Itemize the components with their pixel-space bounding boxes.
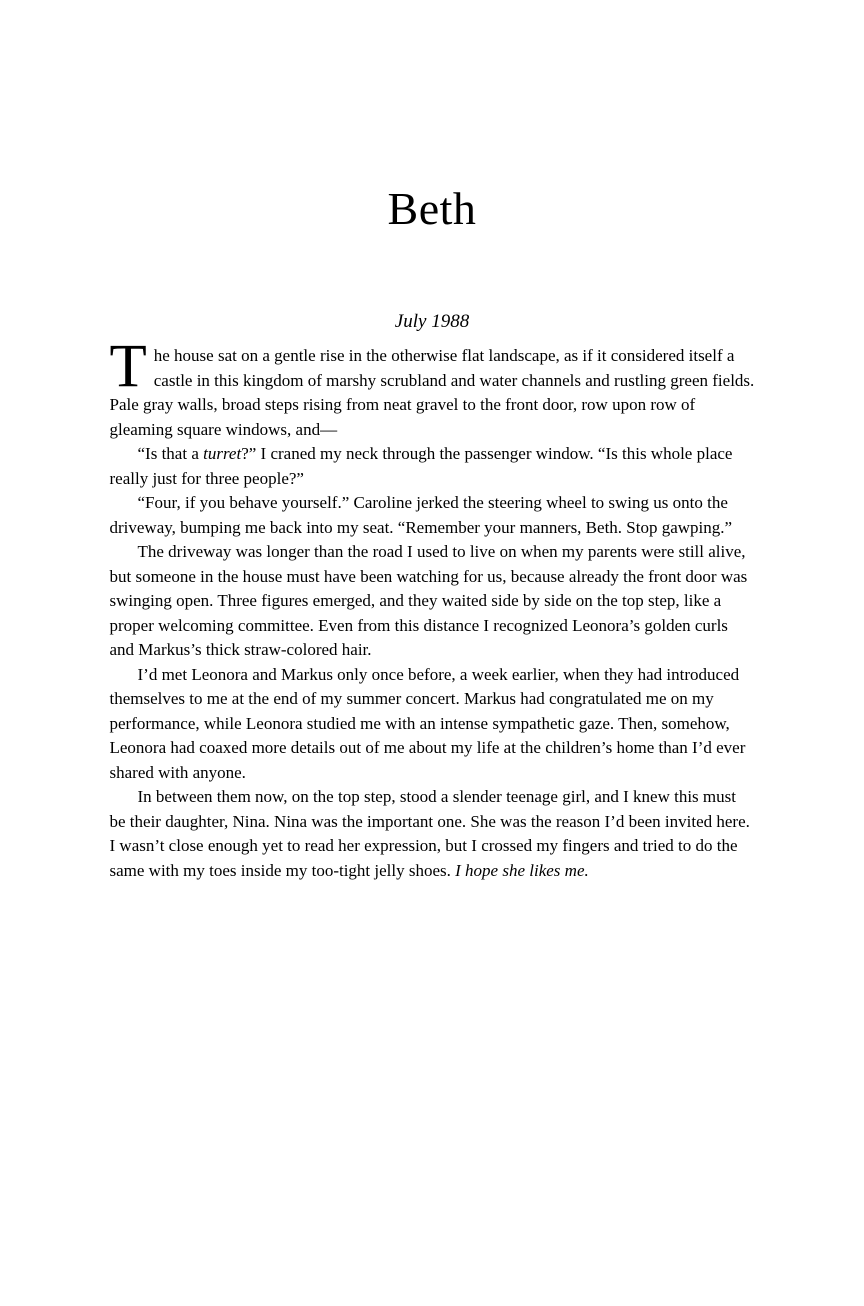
italic-text-run: I hope she likes me. bbox=[455, 860, 589, 880]
text-run: I’d met Leonora and Markus only once before, a week earlier, when they had introduced themselves to me at the end of my summer concert. Markus had congratulated me on my performance, while Leonora studied me with an intense sympathetic gaze. Then, somehow, Leonora had coaxed more details out of me about my life at the children’s home than I’d ever shared with anyone. bbox=[109, 664, 746, 782]
paragraph bbox=[110, 491, 755, 540]
text-run: “Is that a bbox=[137, 444, 204, 463]
text-run: The driveway was longer than the road I used to live on when my parents were still alive, but someone in the house must have been watching for us, because already the front door was swinging open. Three figures emerged, and they waited side by side on the top step, like a proper welcoming committee. Even from this distance I recognized Leonora’s golden curls and Markus’s thick straw-colored hair. bbox=[109, 542, 748, 659]
text-run: ?” I craned my neck through the passenger window. “Is this whole place really just for three people?” bbox=[109, 444, 733, 488]
chapter-title: Beth bbox=[387, 183, 477, 234]
text-run: In between them now, on the top step, stood a slender teenage girl, and I knew this must be their daughter, Nina. Nina was the important one. She was the reason I’d been invited here. I wasn’t close enough yet to read her expression, but I crossed my fingers and tried to do the same with my toes inside my too-tight jelly shoes. bbox=[109, 787, 750, 880]
paragraph bbox=[110, 540, 755, 663]
book-page bbox=[109, 183, 755, 883]
drop-cap: T bbox=[109, 333, 147, 400]
paragraph bbox=[109, 333, 755, 442]
chapter-date: July 1988 bbox=[394, 311, 470, 332]
text-run: “Four, if you behave yourself.” Caroline jerked the steering wheel to swing us onto the driveway, bumping me back into my seat. “Remember your manners, Beth. Stop gawping.” bbox=[109, 493, 733, 537]
paragraph bbox=[110, 442, 755, 491]
paragraph bbox=[110, 785, 755, 883]
chapter-body bbox=[109, 333, 755, 883]
text-run: he house sat on a gentle rise in the otherwise flat landscape, as if it considered itself a castle in this kingdom of marshy scrubland and water channels and rustling green fields. Pale gray walls, broad steps rising from neat gravel to the front door, row upon row of gleaming square windows, and— bbox=[109, 346, 755, 439]
paragraph bbox=[110, 663, 755, 786]
italic-text-run: turret bbox=[203, 444, 242, 463]
